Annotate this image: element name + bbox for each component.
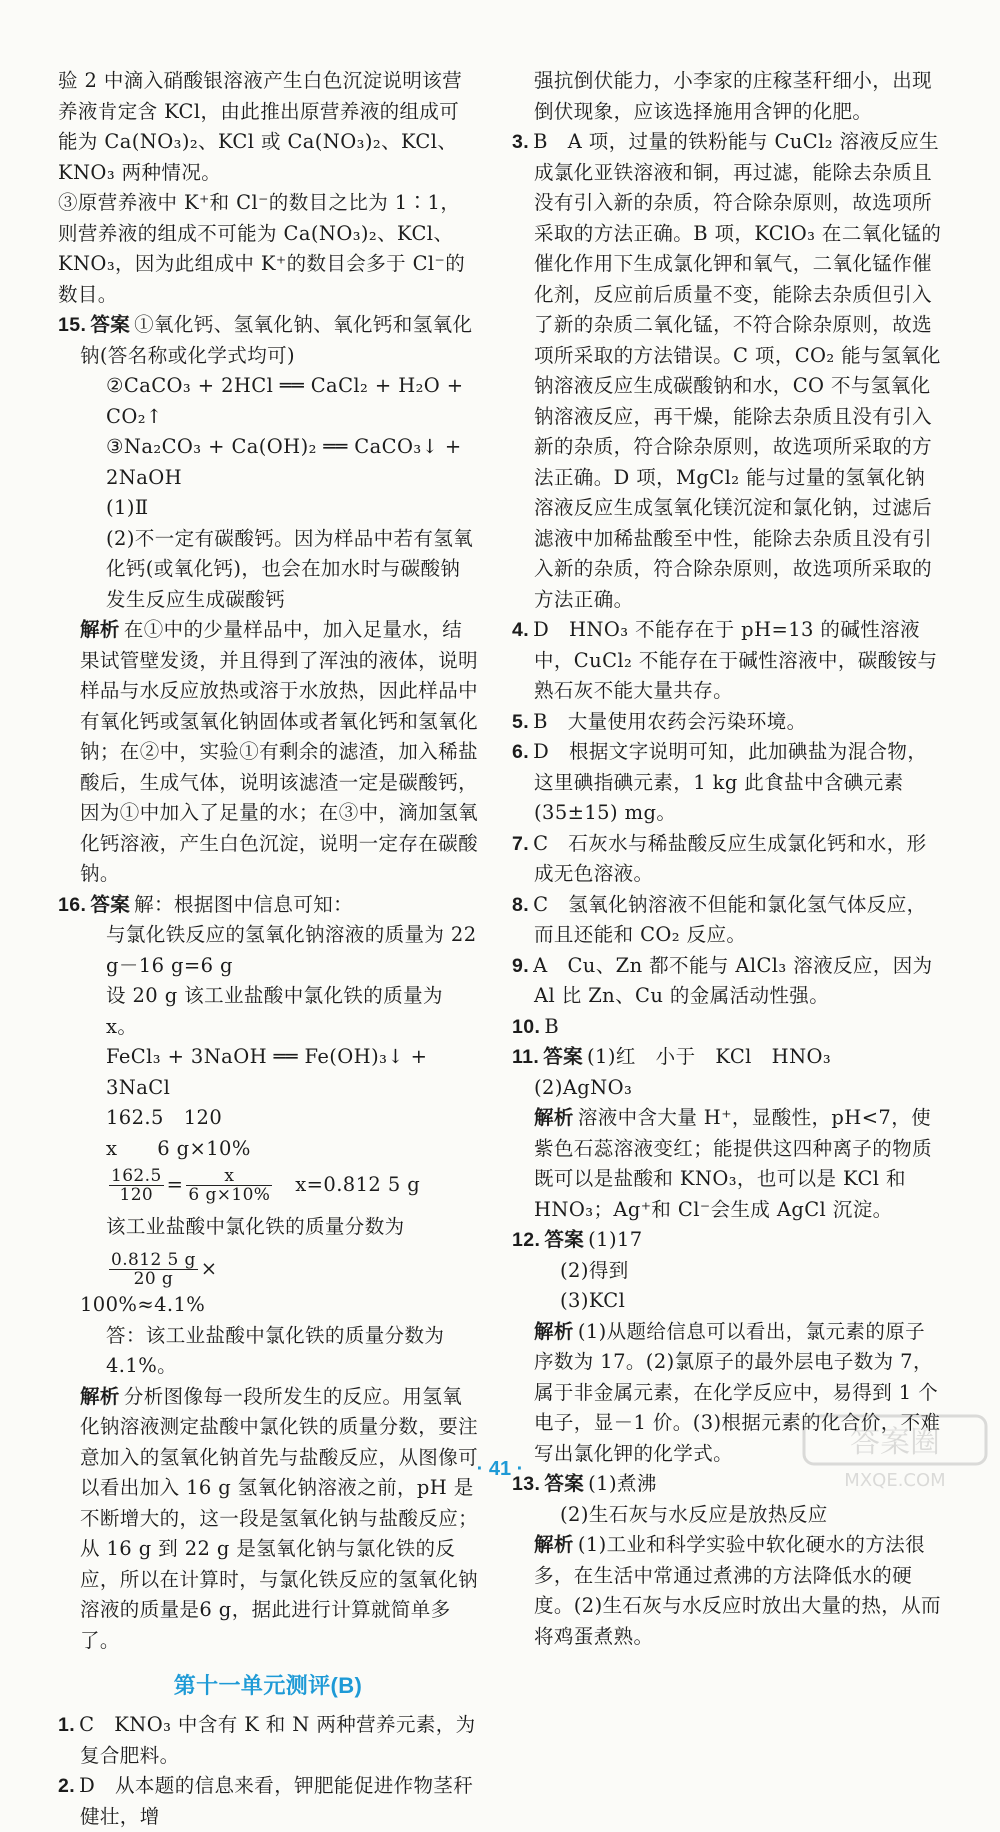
b-q12-part-2: (2)得到 — [560, 1258, 629, 1282]
q15-analysis: 解析 在①中的少量样品中，加入足量水，结果试管壁发烫，并且得到了浑浊的液体，说明样品与水反应放热或溶于水放热，因此样品中有氧化钙或氢氧化钠固体或者氧化钙和氢氧化钠；在②中，实验①有剩余的滤渣，加入稀盐酸后，生成气体，说明该滤渣一定是碳酸钙，因为①中加入了足量的水；在③中，滴加氢氧化钙溶液，产生白色沉淀，说明一定存在碳酸钠。 — [80, 618, 479, 885]
svg-text:MXQE.COM: MXQE.COM — [844, 1470, 946, 1491]
q16-analysis: 解析 分析图像每一段所发生的反应。用氢氧化钠溶液测定盐酸中氯化铁的质量分数，要注意加入的氢氧化钠首先与盐酸反应，从图像可以看出加入 16 g 氢氧化钠溶液之前，pH 是不断增大的，这一段是氢氧化钠与盐酸反应；从 16 g 到 22 g 是氢氧化钠与氯化铁的反应，所以在计算时，与氯化铁反应的氢氧化钠溶液的质量是6 g，据此进行计算就简单多了。 — [80, 1384, 479, 1652]
q16-proportion: $\frac{162.5}{120}$ = $\frac{x}{6 g\times 10\%}$ x=0.812 5 g — [111, 1166, 421, 1205]
b-q12-part-3: (3)KCl — [560, 1289, 626, 1312]
b-q13-answer: 13. 答案 (1)煮沸 — [512, 1472, 657, 1495]
q15-equation-3: ③Na₂CO₃ + Ca(OH)₂ ══ CaCO₃↓ + 2NaOH — [106, 435, 462, 489]
b-q12-answer: 12. 答案 (1)17 — [512, 1228, 643, 1251]
b-q12-analysis: 解析 (1)从题给信息可以看出，氯元素的原子序数为 17。(2)氯原子的最外层电子数为 7，属于非金属元素，在化学反应中，易得到 1 个电子，显－1 价。(3)根据元素的化合价，不难写出氯化钾的化学式。 — [534, 1319, 941, 1465]
b-q7: 7. C 石灰水与稀盐酸反应生成氯化钙和水，形成无色溶液。 — [512, 831, 927, 885]
b-q11-analysis: 解析 溶液中含大量 H⁺，显酸性，pH<7，使紫色石蕊溶液变红；能提供这四种离子的物质既可以是盐酸和 KNO₃，也可以是 KCl 和 HNO₃；Ag⁺和 Cl⁻会生成 AgCl 沉淀。 — [534, 1106, 933, 1221]
b-q10: 10. B — [512, 1014, 560, 1038]
section-title: 第十一单元测评(B) — [173, 1673, 363, 1698]
b-q6: 6. D 根据文字说明可知，此加碘盐为混合物，这里碘指碘元素，1 kg 此食盐中含碘元素(35±15) mg。 — [512, 740, 928, 824]
q16-conclusion: 答：该工业盐酸中氯化铁的质量分数为4.1%。 — [106, 1323, 445, 1377]
b-q3: 3. B A 项，过量的铁粉能与 CuCl₂ 溶液反应生成氯化亚铁溶液和铜，再过滤，能除去杂质且没有引入新的杂质，符合除杂原则，故选项所采取的方法正确。B 项，KClO₃ 在二氧化锰的催化作用下生成氯化钾和氧气，二氧化锰作催化剂，反应前后质量不变，能除去杂质但引入了新的杂质二氧化锰，不符合除杂原则，故选项所采取的方法错误。C 项，CO₂ 能与氢氧化钠溶液反应生成碳酸钠和水，CO 不与氢氧化钠溶液反应，再干燥，能除去杂质且没有引入新的杂质，符合除杂原则，故选项所采取的方法正确。D 项，MgCl₂ 能与过量的氢氧化钠溶液反应生成氢氧化镁沉淀和氯化钠，过滤后滤液中加稀盐酸至中性，能除去杂质且没有引入新的杂质，符合除杂原则，故选项所采取的方法正确。 — [512, 130, 942, 611]
q16-ratio-row-2: x 6 g×10% — [106, 1136, 251, 1160]
fraction-2: $\frac{x}{6 g\times 10\%}$ — [188, 1166, 271, 1205]
q15-answer: 15. 答案 ①氧化钙、氢氧化钠、氧化钙和氢氧化钠(答名称或化学式均可) — [58, 313, 473, 367]
page-number: · 41 · — [476, 1458, 524, 1480]
fraction-1: $\frac{162.5}{120}$ — [111, 1166, 162, 1205]
b-q13-part-2: (2)生石灰与水反应是放热反应 — [560, 1502, 828, 1526]
svg-text:答案圈: 答案圈 — [850, 1425, 940, 1460]
q15-part-1: (1)Ⅱ — [106, 496, 149, 519]
b-q5: 5. B 大量使用农药会污染环境。 — [512, 709, 807, 733]
q14-continuation-2: ③原营养液中 K⁺和 Cl⁻的数目之比为 1∶1，则营养液的组成不可能为 Ca(NO₃)₂、KCl、KNO₃，因为此组成中 K⁺的数目会多于 Cl⁻的数目。 — [58, 191, 466, 306]
b-q4: 4. D HNO₃ 不能存在于 pH=13 的碱性溶液中，CuCl₂ 不能存在于碱性溶液中，碳酸铵与熟石灰不能大量共存。 — [512, 618, 938, 702]
q15-part-2: (2)不一定有碳酸钙。因为样品中若有氢氧化钙(或氧化钙)，也会在加水时与碳酸钠发生反应生成碳酸钙 — [106, 526, 474, 611]
q16-mass-fraction: 该工业盐酸中氯化铁的质量分数为 $\frac{0.812 5 g}{20 g}$ × — [106, 1215, 405, 1289]
q16-percent: 100%≈4.1% — [80, 1293, 206, 1316]
q16-line-3: 设 20 g 该工业盐酸中氯化铁的质量为 x。 — [106, 984, 443, 1038]
b-q1: 1. C KNO₃ 中含有 K 和 N 两种营养元素，为复合肥料。 — [58, 1713, 476, 1767]
q14-continuation: 验 2 中滴入硝酸银溶液产生白色沉淀说明该营养液肯定含 KCl，由此推出原营养液的组成可能为 Ca(NO₃)₂、KCl 或 Ca(NO₃)₂、KCl、KNO₃ 两种情况。 — [58, 69, 463, 184]
q15-equation-2: ②CaCO₃ + 2HCl ══ CaCl₂ + H₂O + CO₂↑ — [106, 374, 464, 428]
b-q8: 8. C 氢氧化钠溶液不但能和氯化氢气体反应，而且还能和 CO₂ 反应。 — [512, 892, 927, 946]
watermark-logo — [800, 1412, 990, 1492]
q16-line-2: 与氯化铁反应的氢氧化钠溶液的质量为 22 g－16 g=6 g — [106, 923, 477, 977]
b-q13-analysis: 解析 (1)工业和科学实验中软化硬水的方法很多，在生活中常通过煮沸的方法降低水的硬度。(2)生石灰与水反应时放出大量的热，从而将鸡蛋煮熟。 — [534, 1533, 941, 1648]
b-q11-answer: 11. 答案 (1)红 小于 KCl HNO₃ (2)AgNO₃ — [512, 1045, 852, 1099]
q16-ratio-row-1: 162.5 120 — [106, 1106, 223, 1129]
b-q2: 2. D 从本题的信息来看，钾肥能促进作物茎秆健壮，增 — [58, 1774, 474, 1828]
left-column — [58, 66, 478, 1832]
q16-equation: FeCl₃ + 3NaOH ══ Fe(OH)₃↓ + 3NaCl — [106, 1045, 428, 1099]
b-q9: 9. A Cu、Zn 都不能与 AlCl₃ 溶液反应，因为 Al 比 Zn、Cu 的金属活动性强。 — [512, 953, 933, 1007]
q16-answer: 16. 答案 解：根据图中信息可知： — [58, 892, 354, 916]
fraction-3: $\frac{0.812 5 g}{20 g}$ — [111, 1250, 196, 1289]
b-q2-continuation: 强抗倒伏能力，小李家的庄稼茎秆细小，出现倒伏现象，应该选择施用含钾的化肥。 — [534, 69, 933, 123]
